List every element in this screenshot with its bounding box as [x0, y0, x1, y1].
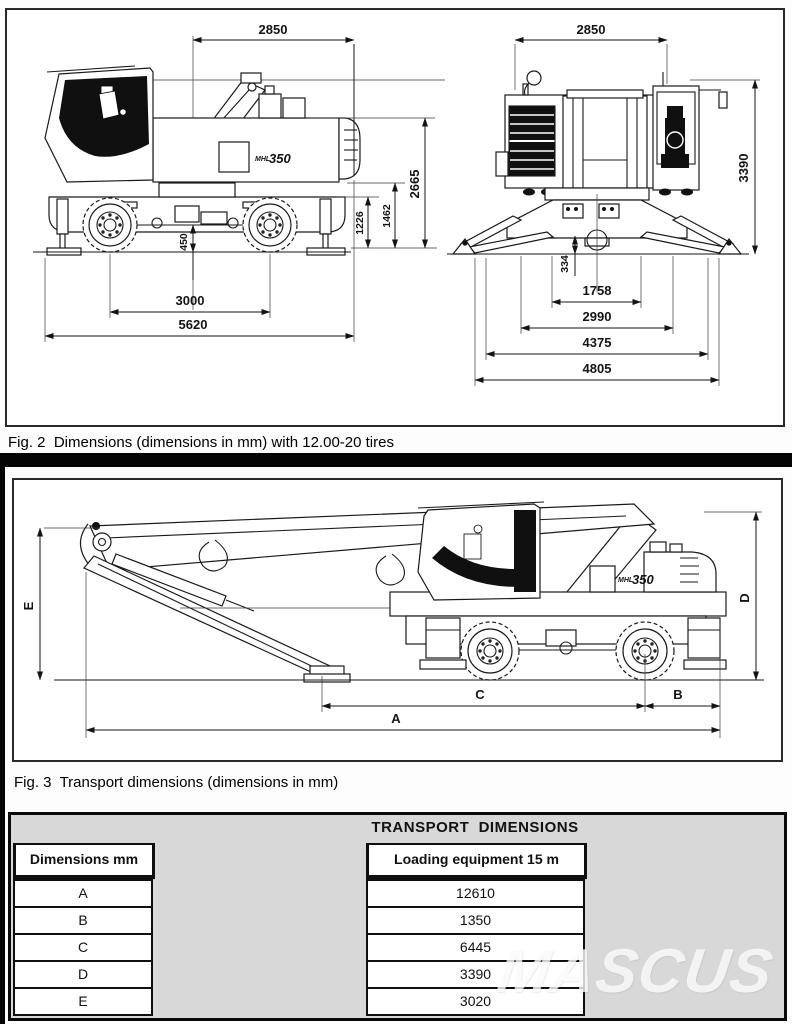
row-b-dim: B [13, 906, 153, 935]
fig2-svg [7, 10, 783, 425]
row-b-value: 1350 [366, 906, 585, 935]
transport-cab [418, 502, 544, 600]
dim-wheelbase: 3000 [175, 293, 205, 308]
dim-support-mid: 4375 [582, 335, 612, 350]
dim-label-a: A [391, 711, 401, 726]
dim-label-d: D [737, 593, 752, 603]
beacon-and-precleaner [523, 71, 541, 95]
dim-label-e: E [21, 601, 36, 611]
dim-tire-width: 2990 [582, 309, 612, 324]
fig3-caption: Fig. 3 Transport dimensions (dimensions in mm) [14, 774, 339, 791]
main-boom [80, 504, 654, 570]
rear-view-cab [653, 72, 727, 190]
stick-boom [84, 540, 404, 682]
side-view-drawing [33, 22, 445, 342]
dim-label-c: C [475, 687, 485, 702]
row-a-dim: A [13, 879, 153, 908]
page-edge-strip [0, 453, 5, 1024]
row-d-value: 3390 [366, 960, 585, 989]
transport-dimensions-table [8, 812, 787, 1021]
fig2-dimensions-drawing [5, 8, 785, 427]
row-d-dim: D [13, 960, 153, 989]
model-logo-prefix-fig3: MHL [618, 577, 634, 584]
col-header-loading-equipment: Loading equipment 15 m [366, 843, 587, 879]
dim-side-top-width: 2850 [258, 22, 288, 37]
dim-overall-length: 5620 [178, 317, 208, 332]
boom-tower [563, 90, 647, 188]
side-view-cab [45, 66, 153, 182]
dim-overall-height: 3390 [736, 153, 751, 183]
row-a-value: 12610 [366, 879, 585, 908]
fig2-caption: Fig. 2 Dimensions (dimensions in mm) with 12.00-20 tires [8, 434, 394, 451]
table-title: TRANSPORT DIMENSIONS [371, 819, 579, 836]
model-logo-number-fig3: 350 [632, 572, 654, 587]
fig3-transport-drawing [12, 478, 783, 762]
dim-body-height: 2665 [407, 169, 422, 199]
transport-view-drawing [21, 502, 764, 738]
mascus-watermark: MASCUS [493, 937, 778, 1006]
row-c-dim: C [13, 933, 153, 962]
dim-turntable-height: 1462 [381, 204, 393, 228]
row-e-dim: E [13, 987, 153, 1016]
dim-rear-clearance: 334 [559, 255, 571, 273]
dim-frame-height: 1226 [354, 211, 366, 235]
section-divider-bar [0, 453, 792, 467]
row-e-value: 3020 [366, 987, 585, 1016]
dim-rear-top-width: 2850 [576, 22, 606, 37]
row-c-value: 6445 [366, 933, 585, 962]
dim-label-b: B [673, 687, 683, 702]
dim-inner-width: 1758 [582, 283, 612, 298]
model-logo-number: 350 [269, 151, 291, 166]
rear-view-drawing [447, 22, 760, 386]
col-header-dimensions: Dimensions mm [13, 843, 155, 879]
dim-ground-clearance: 450 [178, 233, 190, 251]
model-logo-prefix: MHL [255, 156, 271, 163]
fig3-svg [14, 480, 781, 760]
dim-support-outer: 4805 [582, 361, 612, 376]
